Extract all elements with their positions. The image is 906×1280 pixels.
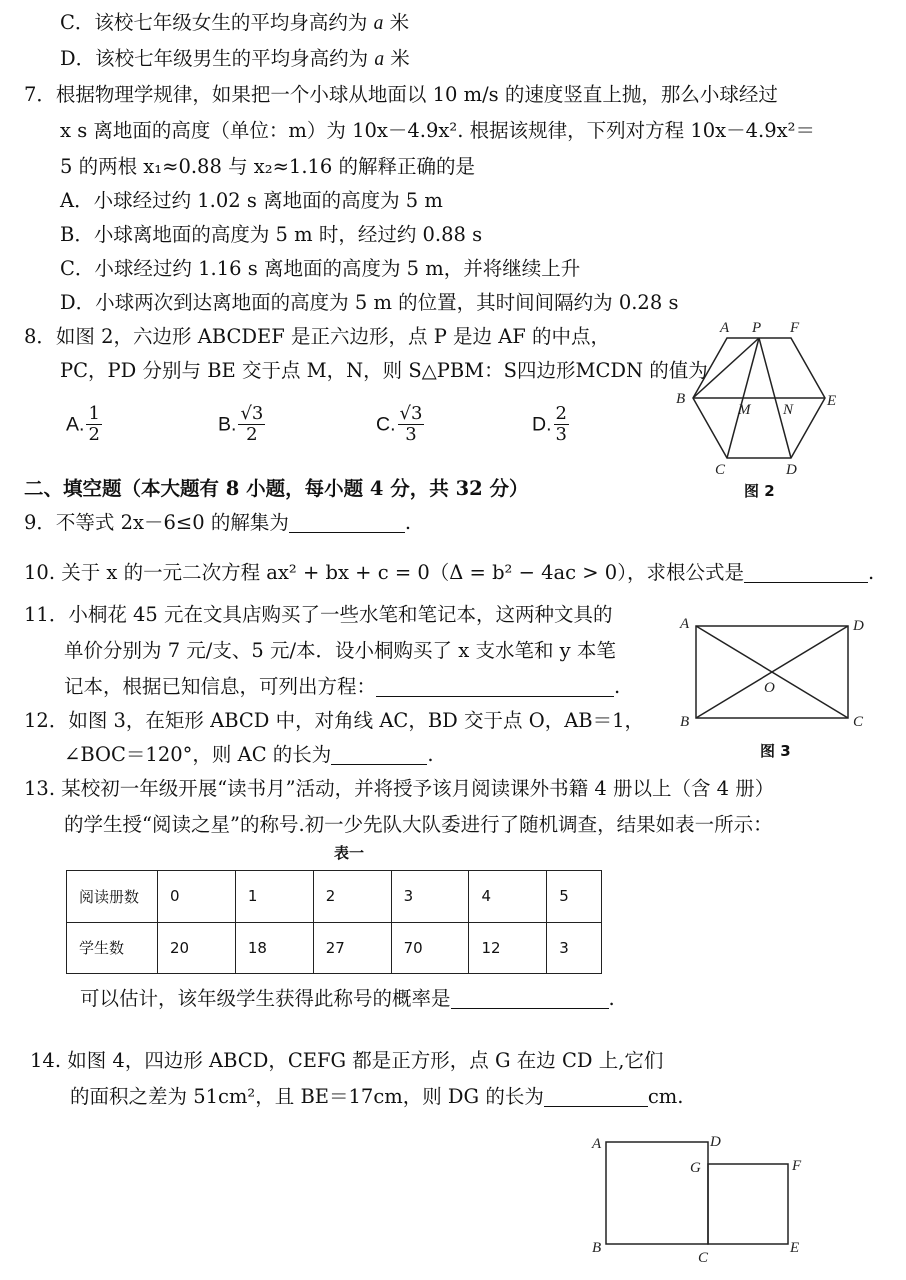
- q10-text: 10. 关于 x 的一元二次方程 ax² + bx + c = 0（Δ = b² − 4ac > 0），求根公式是: [24, 561, 744, 584]
- q8-option-c-numerator: √3: [399, 403, 423, 424]
- q8-option-a-numerator: 1: [88, 403, 100, 424]
- q8-option-b-numerator: √3: [240, 403, 264, 424]
- q8-option-d-fraction: [554, 404, 569, 445]
- q6-option-c-unit: 米: [389, 11, 410, 34]
- q7-option-d: D．小球两次到达离地面的高度为 5 m 的位置，其时间间隔约为 0.28 s: [60, 291, 679, 314]
- q10-period: .: [867, 561, 875, 584]
- q8-option-c-denominator: 3: [405, 424, 417, 445]
- q13-answer-blank[interactable]: [451, 988, 609, 1009]
- table-cell: 12: [469, 922, 547, 974]
- table-cell: 2: [313, 871, 391, 923]
- q6-option-c-var: a: [373, 13, 384, 34]
- fig4-label-D: D: [710, 1134, 721, 1150]
- figure-2-caption: 图 2: [744, 482, 775, 500]
- q13-line3-text: 可以估计，该年级学生获得此称号的概率是: [80, 987, 451, 1010]
- figure-2-hexagon: [670, 316, 850, 506]
- fig2-label-D: D: [786, 462, 797, 478]
- fig2-label-A: A: [720, 320, 730, 336]
- fig4-label-E: E: [790, 1240, 800, 1256]
- q8-option-d-denominator: 3: [555, 424, 567, 445]
- table-cell: 20: [158, 922, 236, 974]
- q10-answer-blank[interactable]: [744, 562, 868, 583]
- q8-option-b-label: B.: [218, 413, 237, 436]
- q10: [24, 560, 874, 586]
- segment-PB: [693, 338, 759, 398]
- q7-line1: 7．根据物理学规律，如果把一个小球从地面以 10 m/s 的速度竖直上抛，那么小球经过: [24, 83, 778, 106]
- q6-option-d: [60, 46, 410, 73]
- q9-answer-blank[interactable]: [289, 512, 405, 533]
- reading-survey-table: [66, 870, 602, 974]
- q14-line2-text: 的面积之差为 51cm²，且 BE＝17cm，则 DG 的长为: [70, 1085, 544, 1108]
- fig4-label-B: B: [592, 1240, 602, 1256]
- q13-line2: 的学生授“阅读之星”的称号.初一少先队大队委进行了随机调查，结果如表一所示：: [64, 813, 773, 836]
- q7-option-c: C．小球经过约 1.16 s 离地面的高度为 5 m，并将继续上升: [60, 257, 581, 280]
- q9-period: .: [404, 511, 412, 534]
- fig3-label-O: O: [764, 680, 775, 696]
- fig3-label-B: B: [680, 714, 690, 730]
- q7-line2: x s 离地面的高度（单位：m）为 10x－4.9x². 根据该规律，下列对方程 10x－4.9x²＝: [60, 119, 815, 142]
- table-cell: 3: [391, 871, 469, 923]
- q12-line2: [64, 742, 434, 768]
- fig2-label-E: E: [827, 393, 837, 409]
- q6-option-d-var: a: [374, 49, 385, 70]
- table-header-students: 学生数: [67, 922, 158, 974]
- q13-period: .: [608, 987, 615, 1010]
- q8-line2: PC，PD 分别与 BE 交于点 M，N，则 S△PBM：S四边形MCDN 的值为: [60, 359, 708, 382]
- q9: [24, 510, 411, 536]
- q7-option-b: B．小球离地面的高度为 5 m 时，经过约 0.88 s: [60, 223, 483, 246]
- q8-option-b: [218, 404, 265, 445]
- q7-line3: 5 的两根 x₁≈0.88 与 x₂≈1.16 的解释正确的是: [60, 155, 476, 178]
- fig3-label-A: A: [680, 616, 690, 632]
- q8-option-d-numerator: 2: [555, 403, 567, 424]
- table-row-books: [67, 871, 602, 923]
- table-cell: 5: [547, 871, 602, 923]
- fig3-label-C: C: [853, 714, 864, 730]
- q8-option-a-denominator: 2: [88, 424, 100, 445]
- q13-line3: [80, 986, 615, 1012]
- table-cell: 0: [158, 871, 236, 923]
- q8-option-b-fraction: [238, 404, 265, 445]
- table-cell: 3: [547, 922, 602, 974]
- q12-answer-blank[interactable]: [331, 744, 427, 765]
- q11-line2: 单价分别为 7 元/支、5 元/本．设小桐购买了 x 支水笔和 y 本笔: [64, 639, 616, 662]
- q14-line2: [70, 1084, 683, 1110]
- q9-text: 9．不等式 2x－6≤0 的解集为: [24, 511, 289, 534]
- table-cell: 1: [235, 871, 313, 923]
- fig4-label-C: C: [698, 1250, 709, 1266]
- q12-period: .: [427, 743, 434, 766]
- q7-option-a: A．小球经过约 1.02 s 离地面的高度为 5 m: [60, 189, 443, 212]
- figure-3-caption: 图 3: [760, 742, 791, 760]
- fig2-label-B: B: [676, 391, 686, 407]
- q8-option-a-fraction: [86, 404, 101, 445]
- table-cell: 18: [235, 922, 313, 974]
- fig4-label-A: A: [592, 1136, 602, 1152]
- q6-option-c-text: C．该校七年级女生的平均身高约为: [60, 11, 368, 34]
- table-header-books: 阅读册数: [67, 871, 158, 923]
- fig2-label-F: F: [790, 320, 800, 336]
- q14-answer-blank[interactable]: [544, 1086, 648, 1107]
- fig2-label-N: N: [783, 402, 794, 418]
- figure-4-squares: [586, 1128, 816, 1268]
- fig2-label-M: M: [738, 402, 751, 418]
- q8-option-a: [66, 404, 102, 445]
- q13-line1: 13. 某校初一年级开展“读书月”活动，并将授予该月阅读课外书籍 4 册以上（含 4 册）: [24, 777, 775, 800]
- fig4-label-F: F: [792, 1158, 802, 1174]
- table-1-caption: 表一: [334, 844, 365, 862]
- q11-answer-blank[interactable]: [376, 676, 614, 697]
- q11-line1: 11．小桐花 45 元在文具店购买了一些水笔和笔记本，这两种文具的: [24, 603, 613, 626]
- q8-option-c-label: C.: [376, 413, 396, 436]
- q14-unit: cm.: [647, 1085, 684, 1108]
- q11-line3-text: 记本，根据已知信息，可列出方程：: [64, 675, 377, 698]
- table-cell: 70: [391, 922, 469, 974]
- q8-line1: 8．如图 2，六边形 ABCDEF 是正六边形，点 P 是边 AF 的中点，: [24, 325, 611, 348]
- fig2-label-C: C: [715, 462, 726, 478]
- q6-option-c: [60, 10, 409, 37]
- section-2-title: 二、填空题（本大题有 8 小题，每小题 4 分，共 32 分）: [24, 477, 529, 500]
- q12-line1: 12．如图 3，在矩形 ABCD 中，对角线 AC，BD 交于点 O，AB＝1，: [24, 709, 645, 732]
- q12-line2-text: ∠BOC＝120°，则 AC 的长为: [64, 743, 332, 766]
- q8-option-a-label: A.: [66, 413, 85, 436]
- table-cell: 4: [469, 871, 547, 923]
- figure-3-rectangle: [676, 612, 876, 732]
- q8-option-c: [376, 404, 424, 445]
- q14-line1: 14. 如图 4，四边形 ABCD，CEFG 都是正方形，点 G 在边 CD 上,它们: [30, 1049, 664, 1072]
- q11-line3: [64, 674, 620, 700]
- fig3-label-D: D: [853, 618, 864, 634]
- q11-period: .: [614, 675, 621, 698]
- q6-option-d-text: D．该校七年级男生的平均身高约为: [60, 47, 369, 70]
- q8-option-d-label: D.: [532, 413, 552, 436]
- table-cell: 27: [313, 922, 391, 974]
- square-CEFG: [708, 1164, 788, 1244]
- fig2-label-P: P: [752, 320, 762, 336]
- q6-option-d-unit: 米: [390, 47, 410, 70]
- square-ABCD: [606, 1142, 708, 1244]
- q8-option-b-denominator: 2: [246, 424, 258, 445]
- fig4-label-G: G: [690, 1160, 701, 1176]
- q8-option-c-fraction: [398, 404, 425, 445]
- table-row-students: [67, 922, 602, 974]
- q8-option-d: [532, 404, 569, 445]
